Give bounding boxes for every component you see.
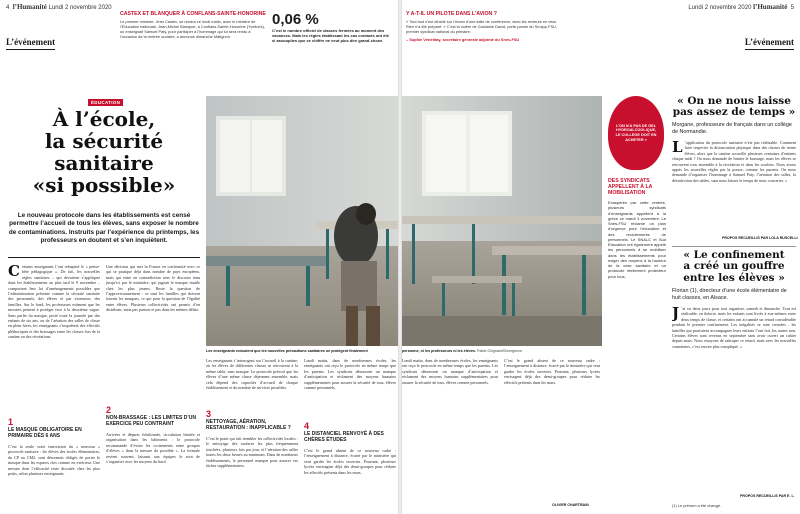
interview-1-title bbox=[672, 96, 796, 119]
dropcap: J bbox=[672, 306, 680, 322]
interview-1-chapo: Morgane, professeure de français dans un collège de Normandie. bbox=[672, 122, 792, 136]
interview-title-line: pas assez de temps » bbox=[672, 106, 796, 119]
interview-2-title bbox=[672, 250, 796, 284]
stat-text: C’est le nombre officiel de classes fermées au moment des vacances. Mais les règles établissant les cas contacts ont été si assouplies que ce chiffre ne veut plus dire grand-chose. bbox=[272, 28, 389, 43]
article-col-2: Une décision qui met la France en conformité avec ce qui se pratique déjà dans nombre de pays européens, mais qui entre en contradiction avec le discours tenu jusqu’ici par le ministère, qui jugeait le masque inutile chez les plus jeunes. Reste la question de l’approvisionnement : ce sont les familles qui doivent fournir les masques, ce qui pose la question de l’égalité entre élèves. Plusieurs collectivités ont promis d’en distribuer, mais pas partout et pas dans les mêmes délais. bbox=[106, 264, 200, 313]
divider bbox=[672, 246, 796, 247]
interview-2-byline: PROPOS RECUEILLIS PAR E. L. bbox=[740, 494, 795, 498]
interview-2-text bbox=[672, 306, 796, 490]
subhead-text: LE DISTANCIEL RENVOYÉ À DES CHÈRES ÉTUDES bbox=[304, 431, 384, 443]
article-col-5: Lundi matin, dans de nombreuses écoles, les enseignants ont reçu le protocole en même temps que les parents. Les syndicats dénoncent un manque d’anticipation et réclament des moyens humains supplémentaires pour assurer la sécurité de tous, élèves comme personnels. bbox=[402, 358, 498, 385]
article-text: ertains enseignants l’ont rebaptisé le « pense-bête pédagogique ». De fait, les nouvelles règles sanitaires – qui devraient s’appliquer dans les établissements au plus tard le 9 novembre – comportent leur lot d’aménagements possibles que l’administration présente comme la sécurité sanitaire des personnels, des élèves et par extension, des familles. Sur le fond, les professeurs estiment que les mesures peinent à protéger face à la deuxième vague. Sans parler du masque, porté toute la journée par des enfants de six ans, ou de l’aération des salles de classe en plein hiver, les enseignants s’inquiètent des effectifs pléthoriques et des brassages entre les classes lors de la cantine ou des récréations. bbox=[8, 264, 100, 340]
photo-caption: Les enseignants redoutent que les nouvelles précautions sanitaires ne protègent finalement bbox=[206, 349, 368, 353]
interview-1-text bbox=[672, 140, 796, 232]
article-col-1b: C’est la seule vraie innovation du « nouveau » protocole sanitaire : les élèves des écoles élémentaires, du CP au CM2, sont désormais obligés de porter le masque dans les espaces clos comme en extérieur. Une mesure dont l’efficacité reste discutée chez les plus petits, selon plusieurs enseignants. bbox=[8, 444, 100, 476]
main-headline bbox=[24, 108, 184, 196]
article-col-4b: C’est le grand absent de ce nouveau cadre : l’enseignement à distance, écarté par le ministère qui veut garder les écoles ouvertes. Pourtant, plusieurs lycées envisagent déjà des demi-groupes pour réduire les effectifs présents dans les murs. bbox=[304, 448, 396, 475]
subhead-text: NETTOYAGE, AÉRATION, RESTAURATION : INAPPLICABLE ? bbox=[206, 419, 291, 431]
divider bbox=[8, 257, 200, 258]
headline-line: sanitaire bbox=[54, 151, 154, 175]
dropcap: C bbox=[8, 264, 20, 280]
section-tag: ÉDUCATION bbox=[88, 99, 123, 106]
brief-pilote-author: – Sophie Vénétitay, secrétaire générale adjointe du Snes-FSU bbox=[406, 37, 520, 42]
subhead-text: LE MASQUE OBLIGATOIRE EN PRIMAIRE DÈS 6 ANS bbox=[8, 427, 82, 439]
classroom-photo-right-image bbox=[402, 96, 602, 346]
brief-castex-text: Le premier ministre, Jean Castex, se rendra ce lundi matin, avec le ministre de l’Éducation nationale, Jean-Michel Blanquer, à Conflans-Sainte-Honorine (Yvelines), où enseignait Samuel Paty, pour participer à l’hommage qui lui sera rendu à l’occasion de la rentrée scolaire, a annoncé dimanche Matignon. bbox=[120, 19, 265, 40]
interview-title-line: « On ne nous laisse bbox=[677, 95, 791, 107]
subhead-number: 3 bbox=[206, 409, 212, 419]
subhead-1 bbox=[8, 418, 100, 439]
quote-badge-text: L’ON N’A PAS DE GEL HYDROALCOOLIQUE, LE COLLÈGE DOIT EN ACHETER » bbox=[615, 123, 657, 142]
subhead-number: 4 bbox=[304, 421, 310, 431]
subhead-number: 1 bbox=[8, 417, 14, 427]
article-col-1 bbox=[8, 264, 100, 414]
sidebar-heading: DES SYNDICATS APPELLENT À LA MOBILISATION bbox=[608, 178, 653, 197]
dropcap: L bbox=[672, 140, 683, 156]
classroom-photo-left bbox=[206, 96, 398, 346]
sidebar-text: Exaspérés par cette rentrée, plusieurs syndicats d’enseignants appellent à la grève ce mardi 3 novembre. Le Snes-FSU réclame un plan d’urgence pour l’éducation et des recrutements de personnels. Le SNALC et Sud Éducation ont également appelé les personnels à se mobiliser dans les établissements pour exiger des moyens à la hauteur de la crise sanitaire et un protocole réellement protecteur pour tous. bbox=[608, 200, 666, 279]
brief-castex-title: CASTEX ET BLANQUER À CONFLANS-SAINTE-HONORINE bbox=[120, 11, 266, 17]
article-col-3: Les enseignants s’interrogent sur l’accueil à la cantine, où les élèves de différentes classes se retrouvent à la même table, sans masque. Le protocole prévoit que les élèves d’une même classe déjeunent ensemble, mais cela dépend des capacités d’accueil de chaque établissement et du nombre de services possibles. bbox=[206, 358, 298, 390]
footnote: (1) Le prénom a été changé. bbox=[672, 503, 722, 508]
right-rubrique: L’événement bbox=[745, 37, 794, 50]
article-col-4: Lundi matin, dans de nombreuses écoles, les enseignants ont reçu le protocole en même temps que les parents. Les syndicats dénoncent un manque d’anticipation et réclament des moyens humains supplémentaires pour assurer la sécurité de tous, élèves comme personnels. bbox=[304, 358, 396, 390]
classroom-photo-left-image bbox=[206, 96, 398, 346]
headline-line: la sécurité bbox=[44, 129, 164, 153]
subhead-number: 2 bbox=[106, 405, 112, 415]
left-rubrique: L’événement bbox=[6, 37, 55, 50]
stat-value: 0,06 % bbox=[272, 11, 319, 28]
interview-text: ’ai vu deux jours pour tout organiser, samedi et dimanche. Tout est réalisable, en théorie, mais les enfants sont livrés à eux-mêmes entre deux temps de classe, et certains ont accumulé un retard considérable pendant le premier confinement. Les inégalités se sont creusées : les familles qui pouvaient accompagner leurs enfants l’ont fait, les autres non. Certains élèves sont revenus en septembre sans avoir ouvert un cahier depuis mars. Nous essayons de rattraper ce retard, mais avec les nouvelles contraintes, c’est encore plus compliqué. » bbox=[672, 306, 796, 349]
interview-1-byline: PROPOS RECUEILLIS PAR LOLA RUSCELLI bbox=[722, 236, 798, 240]
right-folio: Lundi 2 novembre 2020 l’Humanité 5 bbox=[688, 3, 794, 11]
right-page bbox=[402, 0, 800, 514]
left-folio: 4 l’Humanité Lundi 2 novembre 2020 bbox=[6, 3, 112, 11]
photo-caption-end: personne, ni les professeurs ni les élèves. Pablo Chignard/Divergence bbox=[402, 349, 523, 353]
brief-pilote-text: « Tout tout s’est décidé sur l’écran d’une salle de conférence, avec les recteurs en visio. Rien n’a été préparé. » C’est la colère de Guislaine David, porte-parole du Snuipp-FSU, premier syndicat national du primaire. bbox=[406, 19, 558, 35]
chapo: Le nouveau protocole dans les établissements est censé permettre l’accueil de tous les élèves, sans exposer le nombre de contaminations. Instruits par l’expérience du printemps, les professeurs en doutent et s’en inquiètent. bbox=[8, 212, 200, 244]
subhead-2 bbox=[106, 406, 200, 427]
brief-pilote-title: Y A-T-IL UN PILOTE DANS L’AVION ? bbox=[406, 11, 497, 17]
quote-badge bbox=[608, 96, 664, 170]
headline-line: À l’école, bbox=[52, 107, 156, 131]
interview-2-chapo: Florian (1), directeur d’une école élémentaire de huit classes, en Alsace. bbox=[672, 288, 787, 302]
interview-text: ’application du protocole sanitaire n’est pas réalisable. Comment faire respecter la distanciation physique dans des classes de trente élèves, alors que la cantine accueille plusieurs centaines d’enfants chaque midi ? On nous demande de limiter le brassage, mais les élèves se retrouvent tous ensemble à la récréation et dans les couloirs. Nous avons appris les nouvelles règles par la presse, comme les parents. On nous demande d’organiser l’hommage à Samuel Paty, l’aération des salles, la désinfection des tables, sans nous laisser le temps de nous concerter. » bbox=[672, 140, 796, 183]
article-col-6: C’est le grand absent de ce nouveau cadre : l’enseignement à distance, écarté par le ministère qui veut garder les écoles ouvertes. Pourtant, plusieurs lycées envisagent déjà des demi-groupes pour réduire les effectifs présents dans les murs. bbox=[504, 358, 600, 385]
article-col-2b: Arrivées et départs échelonnés, circulation limitée et organisation dans les bâtiments : le protocole recommande d’éviter les croisements entre groupes d’élèves « dans la mesure du possible ». La formule revient souvent, laissant aux équipes le soin de s’organiser avec les moyens du bord. bbox=[106, 432, 200, 464]
left-page bbox=[0, 0, 398, 514]
interview-title-line: entre les élèves » bbox=[683, 271, 785, 284]
subhead-3 bbox=[206, 410, 298, 431]
subhead-text: NON-BRASSAGE : LES LIMITES D’UN EXERCICE PEU CONTRAINT bbox=[106, 415, 197, 427]
interview-title-line: « Le confinement bbox=[683, 249, 785, 261]
interview-title-line: a créé un gouffre bbox=[683, 260, 785, 273]
classroom-photo-right bbox=[402, 96, 602, 346]
article-col-3b: C’est le point qui fait trembler les collectivités locales : le nettoyage des surfaces les plus fréquemment touchées, plusieurs fois par jour, et l’aération des salles toutes les deux heures au minimum. Dans de nombreux établissements, le personnel manque pour assurer ces tâches supplémentaires. bbox=[206, 436, 298, 468]
article-byline: OLIVIER CHARTRAIN bbox=[552, 503, 589, 507]
subhead-4 bbox=[304, 422, 396, 443]
headline-line: «si possible» bbox=[32, 173, 176, 197]
